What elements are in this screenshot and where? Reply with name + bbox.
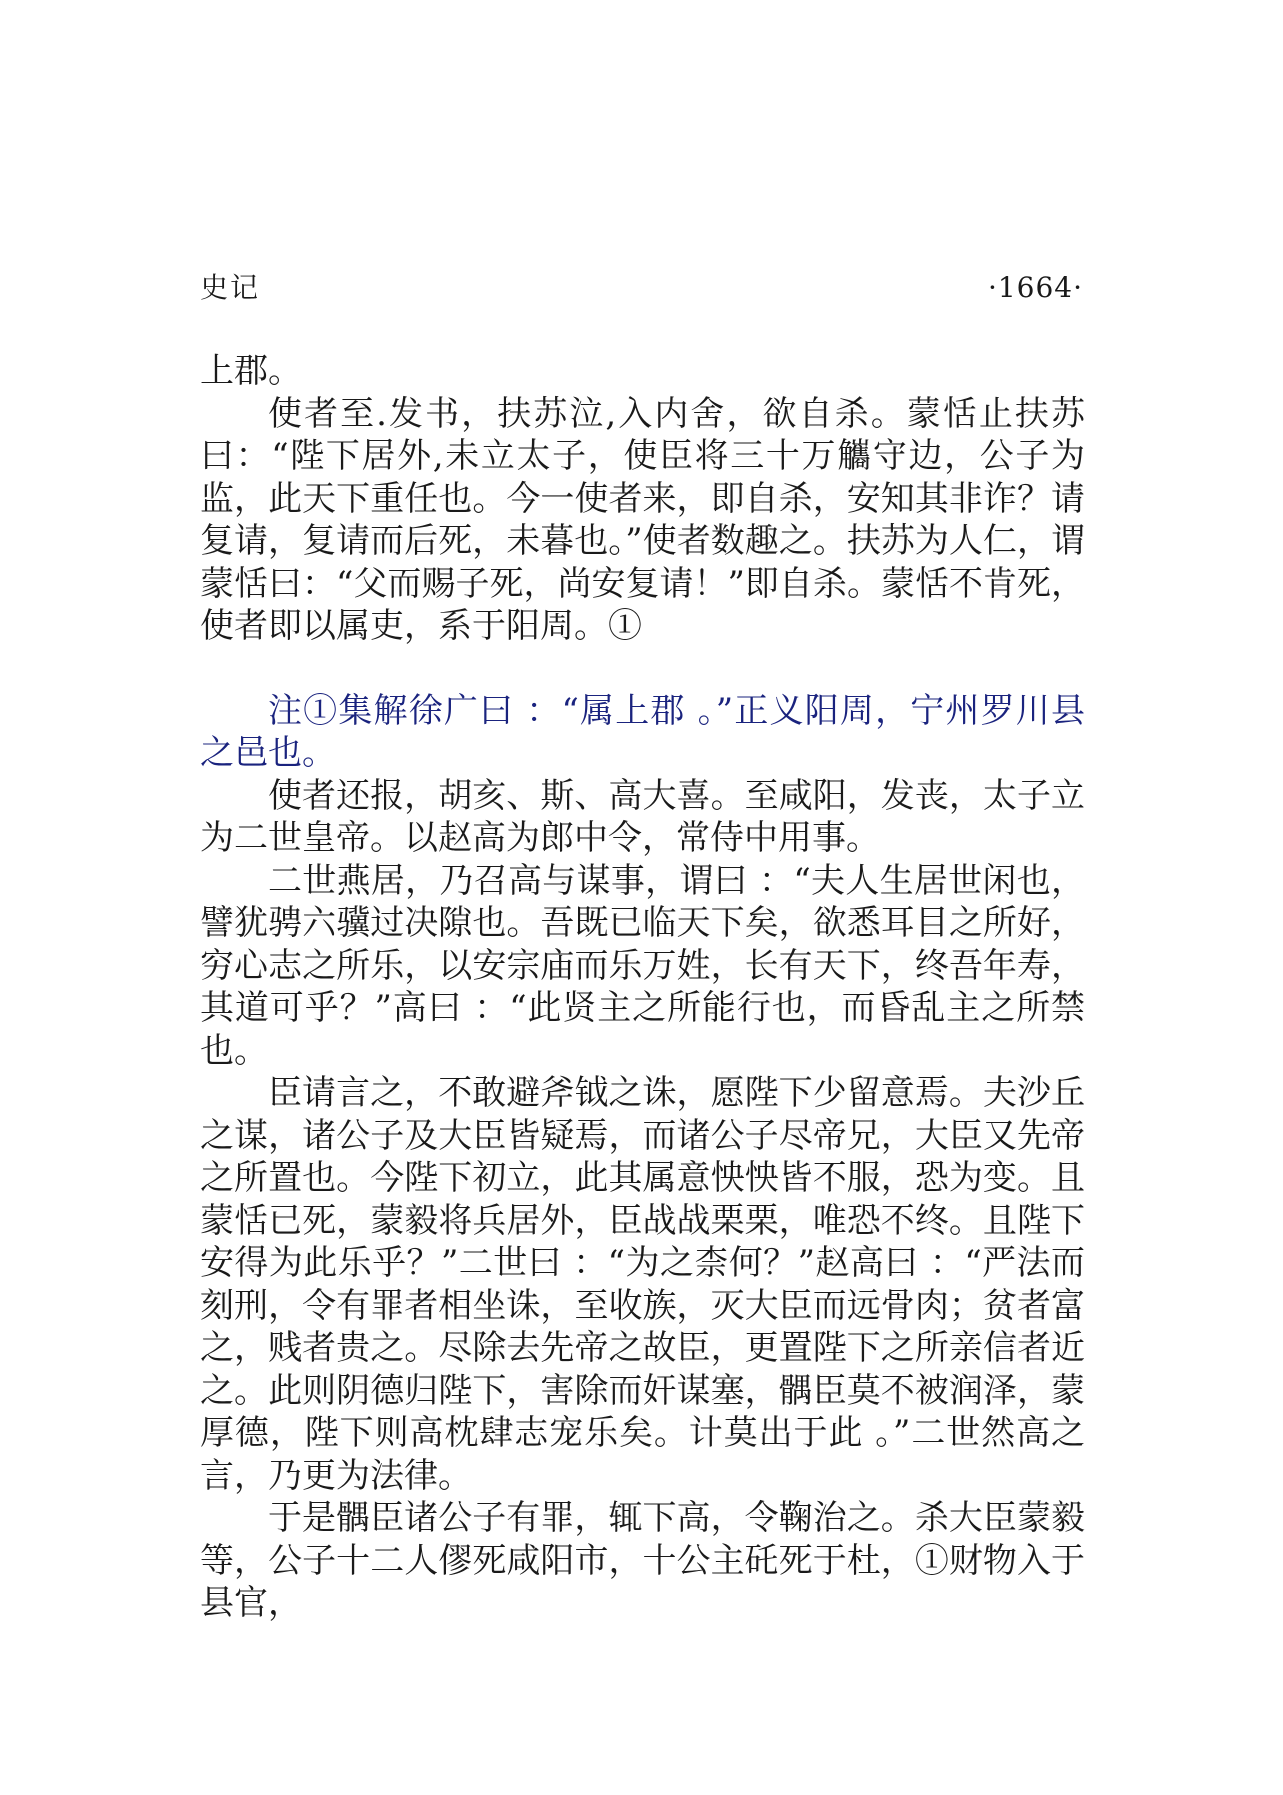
- paragraph: 于是髃臣诸公子有罪，辄下高，令鞠治之。杀大臣蒙毅等，公子十二人僇死咸阳市，十公主矺死于杜，①财物入于县官，: [200, 1498, 1085, 1623]
- paragraph: 臣请言之，不敢避斧钺之诛，愿陛下少留意焉。夫沙丘之谋，诸公子及大臣皆疑焉，而诸公子尽帝兄，大臣又先帝之所置也。今陛下初立，此其属意怏怏皆不服，恐为变。且蒙恬已死，蒙毅将兵居外，臣战战栗栗，唯恐不终。且陛下安得为此乐乎？”二世曰 ：“为之柰何？”赵高曰 ：“严法而刻刑，令有罪者相坐诛，至收族，灭大臣而远骨肉；贫者富之，贱者贵之。尽除去先帝之故臣，更置陛下之所亲信者近之。此则阴德归陛下，害除而奸谋塞，髃臣莫不被润泽，蒙厚德，陛下则高枕肆志宠乐矣。计莫出于此 。”二世然高之言，乃更为法律。: [200, 1073, 1085, 1496]
- paragraph: 上郡。: [200, 351, 302, 391]
- book-title: 史记: [200, 271, 261, 304]
- page-number: ·1664·: [987, 271, 1083, 304]
- paragraph: 使者至.发书，扶苏泣,入内舍，欲自杀。蒙恬止扶苏曰：“陛下居外,未立太子，使臣将三十万觿守边，公子为监，此天下重任也。今一使者来，即自杀，安知其非诈？请复请，复请而后死，未暮也。”使者数趣之。扶苏为人仁，谓蒙恬曰：“父而赐子死，尚安复请！”即自杀。蒙恬不肯死，使者即以属吏，系于阳周。①: [200, 393, 1085, 646]
- paragraph: 二世燕居，乃召高与谋事，谓曰 ：“夫人生居世闲也，譬犹骋六骥过决隙也。吾既已临天下矣，欲悉耳目之所好，穷心志之所乐，以安宗庙而乐万姓，长有天下，终吾年寿，其道可乎？”高曰 ：“此贤主之所能行也，而昏乱主之所禁也。: [200, 860, 1085, 1071]
- paragraph: 使者还报，胡亥、斯、高大喜。至咸阳，发丧，太子立为二世皇帝。以赵高为郎中令，常侍中用事。: [200, 775, 1085, 858]
- annotation-note: 注①集解徐广曰 ：“属上郡 。”正义阳周，宁州罗川县之邑也。: [200, 690, 1085, 773]
- page-header: [200, 268, 1083, 308]
- page-body: [200, 350, 1085, 1625]
